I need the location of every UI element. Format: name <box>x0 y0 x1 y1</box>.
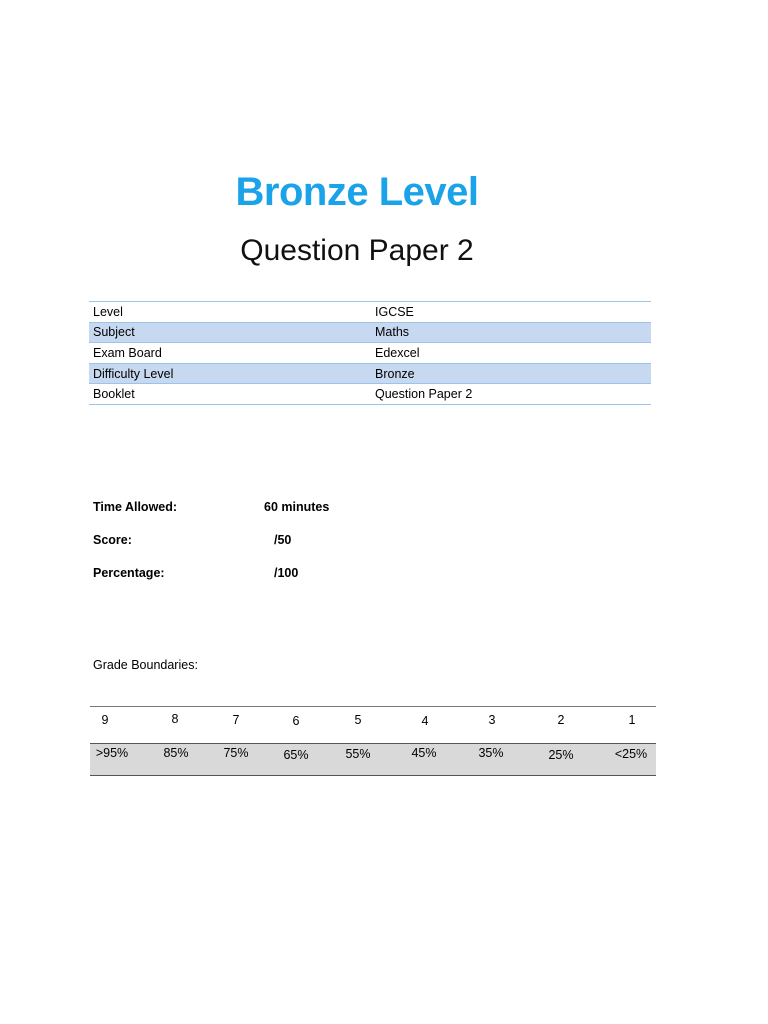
grade-cell: 5 <box>354 713 362 727</box>
info-label: Subject <box>93 325 135 340</box>
score-value: /50 <box>274 533 292 547</box>
percentage-cell: 35% <box>478 746 504 760</box>
percentage-label: Percentage: <box>93 566 165 580</box>
score-label: Score: <box>93 533 132 547</box>
info-value: Edexcel <box>375 345 420 360</box>
percentage-cell: 55% <box>345 747 371 761</box>
grade-cell: 2 <box>557 713 565 727</box>
grade-cell: 1 <box>628 713 636 727</box>
grade-cell: 6 <box>292 714 300 728</box>
percentage-value: /100 <box>274 566 299 580</box>
time-allowed-label: Time Allowed: <box>93 500 178 514</box>
info-value: Question Paper 2 <box>375 387 473 402</box>
info-value: Maths <box>375 325 410 340</box>
info-row-subject <box>89 322 651 344</box>
info-label: Level <box>93 304 123 319</box>
percentage-cell: 65% <box>283 748 309 762</box>
page-title: Bronze Level <box>235 170 479 214</box>
grade-cell: 8 <box>171 712 179 726</box>
percentage-row <box>90 744 656 776</box>
percentage-cell: 45% <box>411 746 437 760</box>
info-row-exam-board <box>89 343 651 363</box>
grade-cell: 4 <box>421 714 429 728</box>
percentage-cell: 85% <box>163 746 189 760</box>
info-value: Bronze <box>375 366 415 381</box>
percentage-cell: >95% <box>95 746 129 760</box>
info-table <box>89 301 651 405</box>
grade-boundaries-table <box>90 706 656 775</box>
time-allowed-value: 60 minutes <box>264 500 330 514</box>
percentage-cell: 75% <box>223 746 249 760</box>
grade-cell: 9 <box>101 713 109 727</box>
info-label: Exam Board <box>93 345 162 360</box>
info-row-difficulty-level <box>89 363 651 385</box>
info-row-booklet <box>89 384 651 404</box>
info-label: Difficulty Level <box>93 366 174 381</box>
grade-cell: 7 <box>232 713 240 727</box>
grade-cell: 3 <box>488 713 496 727</box>
percentage-cell: <25% <box>614 747 648 761</box>
info-value: IGCSE <box>375 304 414 319</box>
info-row-level <box>89 302 651 322</box>
info-label: Booklet <box>93 387 135 402</box>
percentage-cell: 25% <box>548 748 574 762</box>
grade-row <box>90 707 656 744</box>
page-subtitle: Question Paper 2 <box>240 234 474 267</box>
grade-boundaries-label: Grade Boundaries: <box>93 658 198 672</box>
